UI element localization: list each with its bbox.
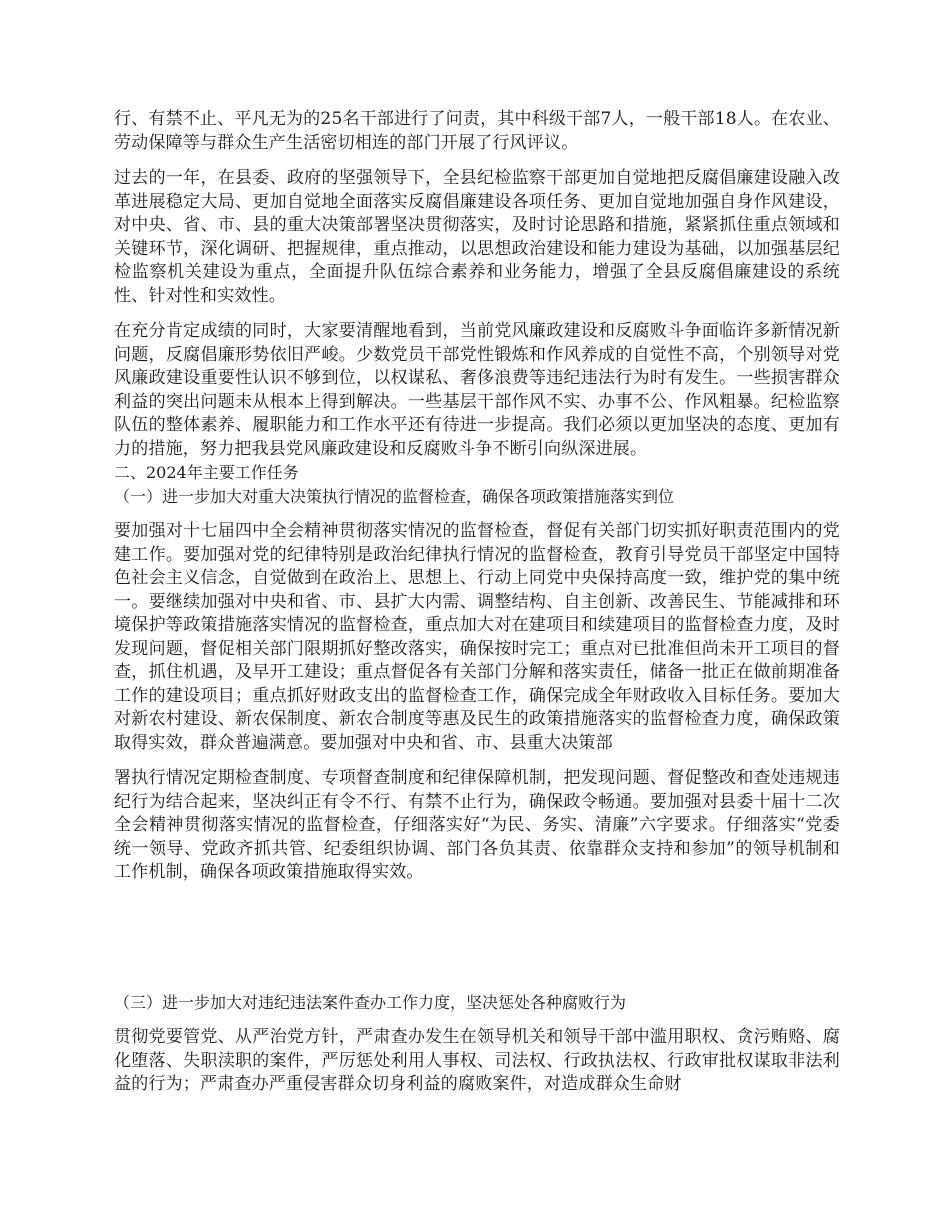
subsection-heading-1: （一）进一步加大对重大决策执行情况的监督检查，确保各项政策措施落实到位 (114, 486, 675, 506)
paragraph-4: 要加强对十七届四中全会精神贯彻落实情况的监督检查，督促有关部门切实抓好职责范围内的党建工作。要加强对党的纪律特别是政治纪律执行情况的监督检查，教育引导党员干部坚定中国特色社会主义信念，自觉做到在政治上、思想上、行动上同党中央保持高度一致，维护党的集中统一。要继续加强对中央和省、市、县扩大内需、调整结构、自主创新、改善民生、节能减排和环境保护等政策措施落实情况的监督检查，重点加大对在建项目和续建项目的监督检查力度，及时发现问题，督促相关部门限期抓好整改落实，确保按时完工；重点对已批准但尚未开工项目的督查，抓住机遇，及早开工建设；重点督促各有关部门分解和落实责任，储备一批正在做前期准备工作的建设项目；重点抓好财政支出的监督检查工作，确保完成全年财政收入目标任务。要加大对新农村建设、新农保制度、新农合制度等惠及民生的政策措施落实的监督检查力度，确保政策取得实效，群众普遍满意。要加强对中央和省、市、县重大决策部 (114, 521, 840, 753)
paragraph-1: 行、有禁不止、平凡无为的25名干部进行了问责，其中科级干部7人，一般干部18人。在农业、劳动保障等与群众生产生活密切相连的部门开展了行风评议。 (114, 109, 840, 153)
paragraph-3: 在充分肯定成绩的同时，大家要清醒地看到，当前党风廉政建设和反腐败斗争面临许多新情况新问题，反腐倡廉形势依旧严峻。少数党员干部党性锻炼和作风养成的自觉性不高，个别领导对党风廉政建设重要性认识不够到位，以权谋私、奢侈浪费等违纪违法行为时有发生。一些损害群众利益的突出问题未从根本上得到解决。一些基层干部作风不实、办事不公、作风粗暴。纪检监察队伍的整体素养、履职能力和工作水平还有待进一步提高。我们必须以更加坚决的态度、更加有力的措施，努力把我县党风廉政建设和反腐败斗争不断引向纵深进展。 (114, 321, 840, 459)
paragraph-2: 过去的一年，在县委、政府的坚强领导下，全县纪检监察干部更加自觉地把反腐倡廉建设融入改革进展稳定大局、更加自觉地全面落实反腐倡廉建设各项任务、更加自觉地加强自身作风建设，对中央、省、市、县的重大决策部署坚决贯彻落实，及时讨论思路和措施，紧紧抓住重点领域和关键环节，深化调研、把握规律，重点推动，以思想政治建设和能力建设为基础，以加强基层纪检监察机关建设为重点，全面提升队伍综合素养和业务能力，增强了全县反腐倡廉建设的系统性、针对性和实效性。 (114, 168, 840, 306)
paragraph-6: 贯彻党要管党、从严治党方针，严肃查办发生在领导机关和领导干部中滥用职权、贪污贿赂、腐化堕落、失职渎职的案件，严厉惩处利用人事权、司法权、行政执法权、行政审批权谋取非法利益的行为；严肃查办严重侵害群众切身利益的腐败案件，对造成群众生命财 (114, 1027, 840, 1094)
subsection-heading-3: （三）进一步加大对违纪违法案件查办工作力度，坚决惩处各种腐败行为 (114, 992, 627, 1012)
document-page (114, 108, 840, 1097)
blank-space (114, 885, 840, 991)
section-heading-2: 二、2024年主要工作任务 (114, 463, 299, 482)
paragraph-5: 署执行情况定期检查制度、专项督查制度和纪律保障机制，把发现问题、督促整改和查处违规违纪行为结合起来，坚决纠正有令不行、有禁不止行为，确保政令畅通。要加强对县委十届十二次全会精神贯彻落实情况的监督检查，仔细落实好“为民、务实、清廉”六字要求。仔细落实“党委统一领导、党政齐抓共管、纪委组织协调、部门各负其责、依靠群众支持和参加”的领导机制和工作机制，确保各项政策措施取得实效。 (114, 768, 840, 882)
